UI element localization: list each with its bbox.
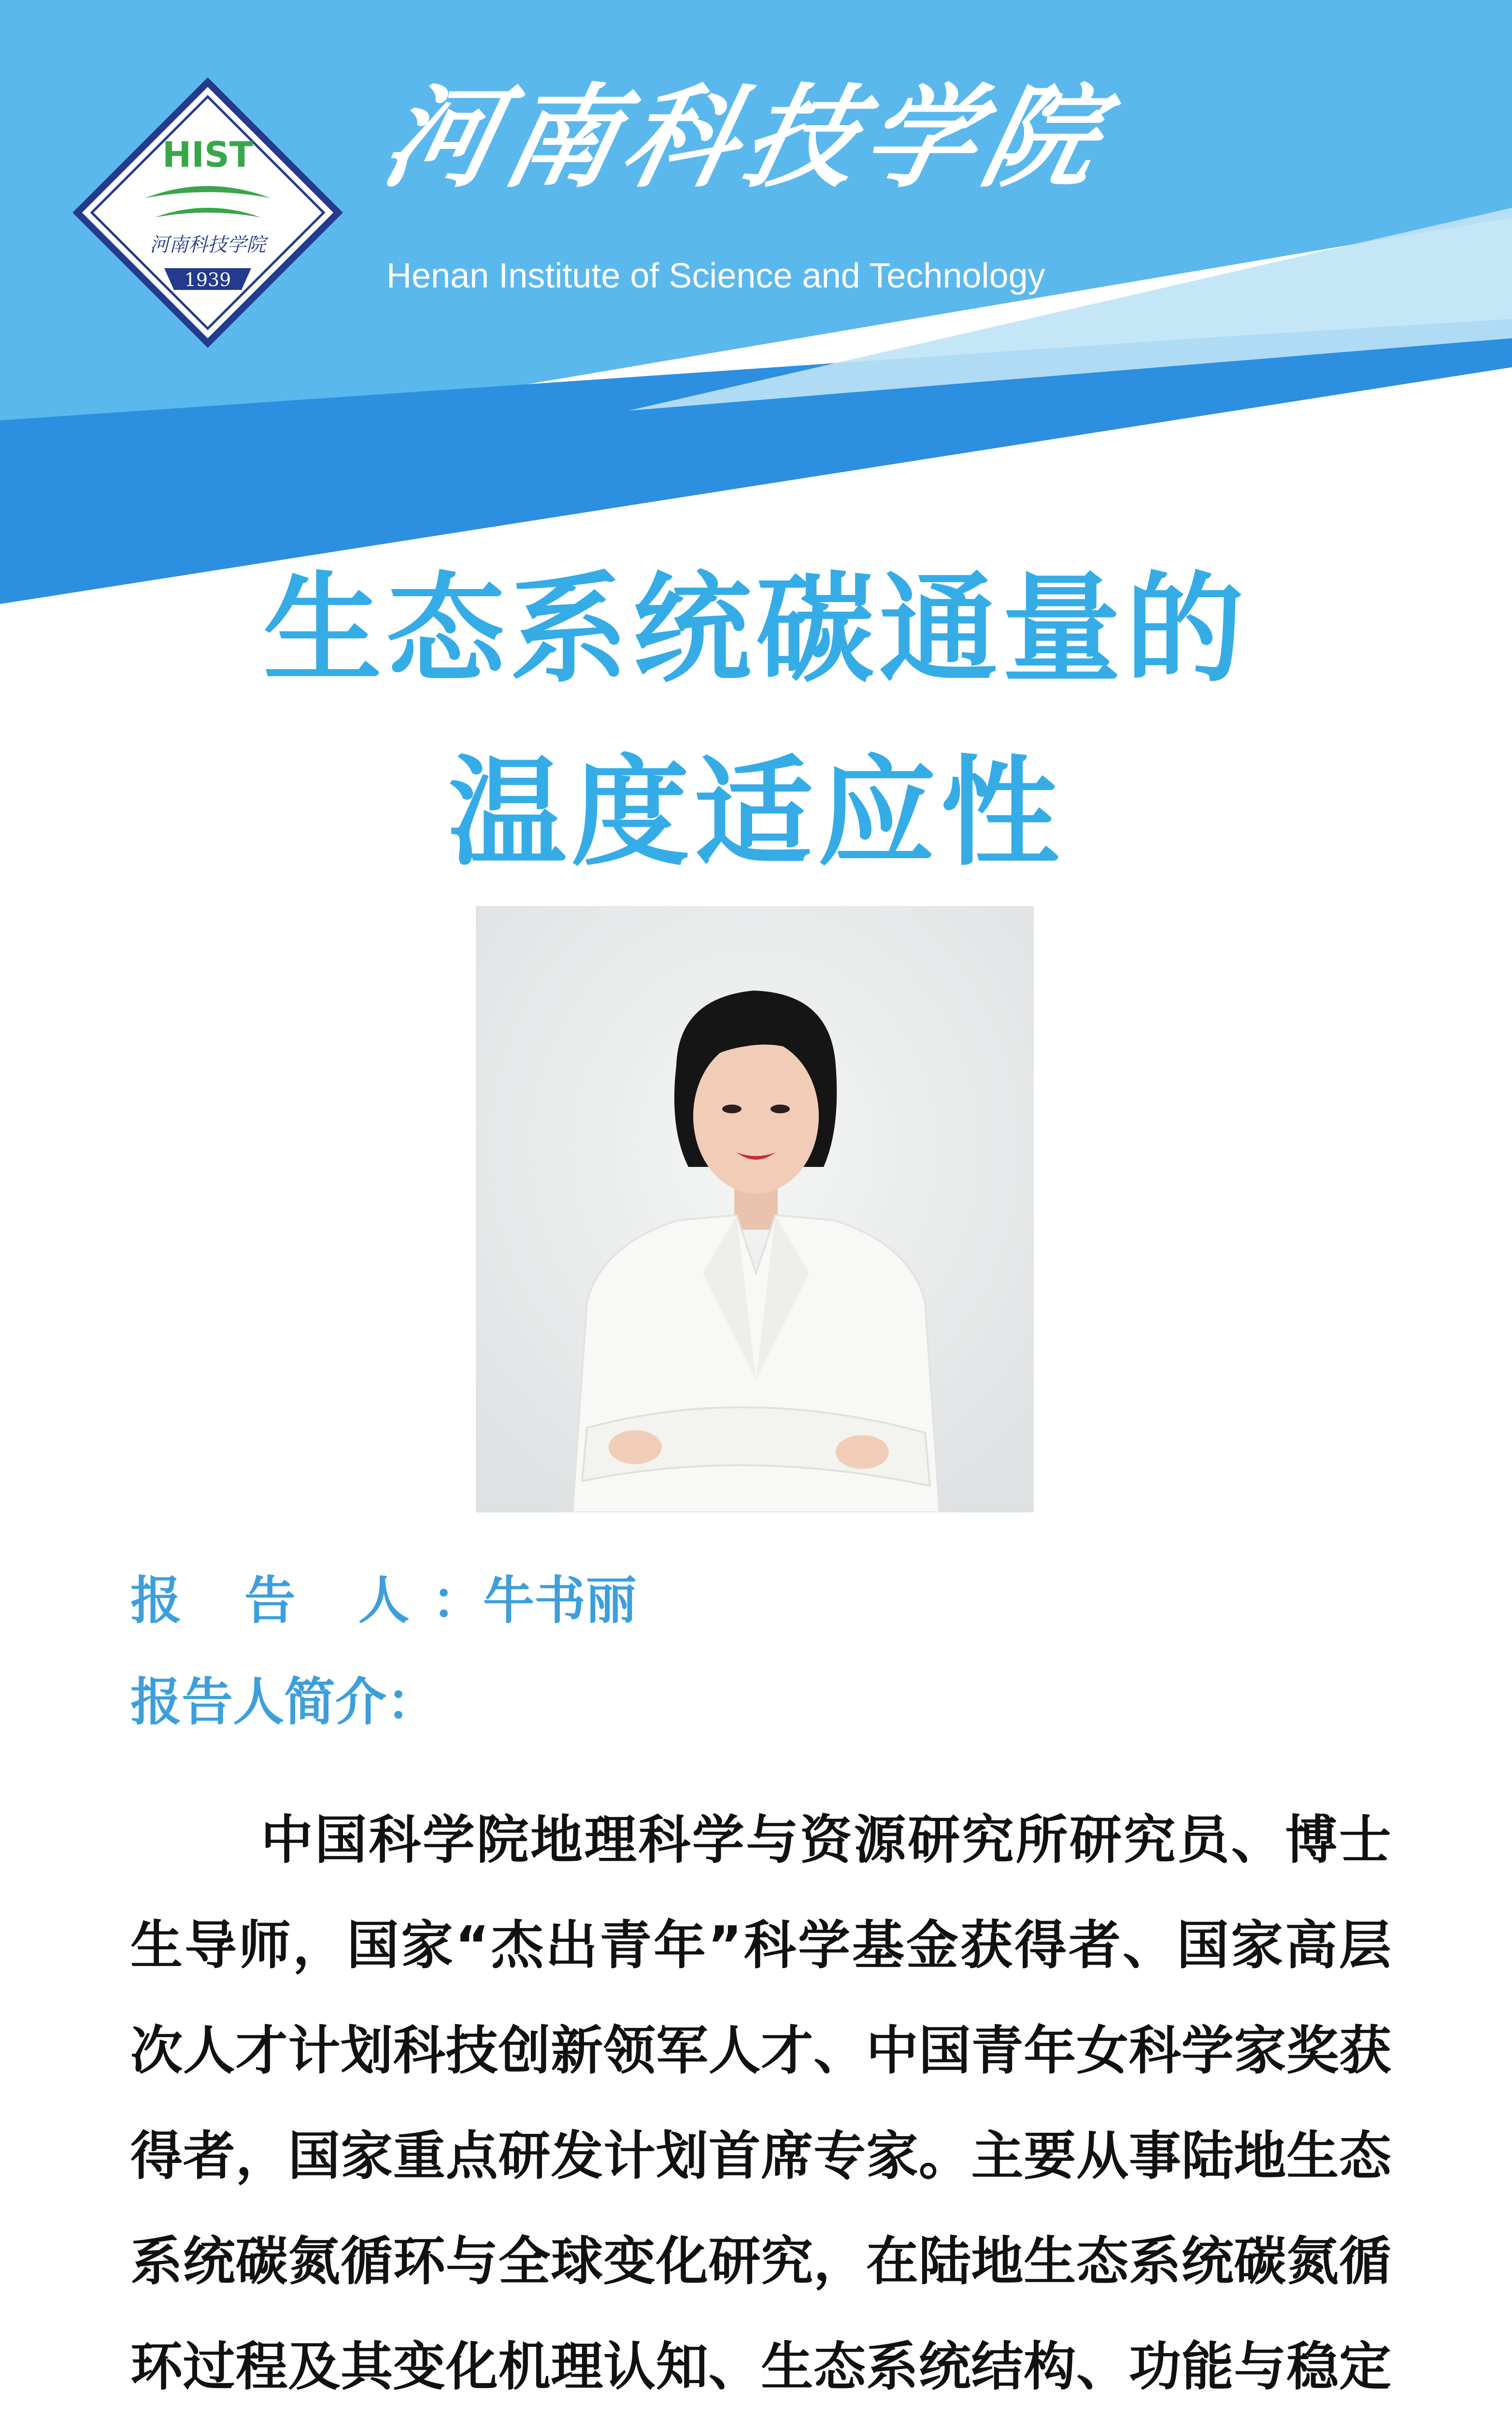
bio-text: 中国科学院地理科学与资源研究所研究员、博士生导师，国家“杰出青年”科学基金获得者、国家高层次人才计划科技创新领军人才、中国青年女科学家奖获得者，国家重点研发计划首席专家。主要从事陆地生态系统碳氮循环与全球变化研究，在陆地生态系统碳氮循环过程及其变化机理认知、生态系统结构、功能与稳定 bbox=[130, 1810, 1391, 2397]
speaker-photo bbox=[476, 906, 1034, 1512]
report-title-line-1: 生态系统碳通量的 bbox=[263, 561, 1249, 698]
speaker-line bbox=[130, 1571, 637, 1630]
portrait-face bbox=[693, 1039, 819, 1194]
report-title-line-2: 温度适应性 bbox=[448, 744, 1064, 882]
school-name-en: Henan Institute of Science and Technology bbox=[386, 257, 1045, 295]
logo-script-name: 河南科技学院 bbox=[150, 234, 266, 256]
portrait-eye-right bbox=[770, 1105, 790, 1113]
school-logo bbox=[72, 77, 343, 348]
portrait-hand-right bbox=[836, 1435, 889, 1469]
speaker-name: 牛书丽 bbox=[483, 1571, 637, 1630]
logo-abbr: HIST bbox=[162, 134, 254, 175]
bio-title: 报告人简介： bbox=[130, 1672, 438, 1732]
logo-year: 1939 bbox=[184, 269, 231, 290]
portrait-hand-left bbox=[609, 1430, 662, 1464]
speaker-label: 报 告 人： bbox=[130, 1571, 483, 1630]
portrait-eye-left bbox=[722, 1105, 742, 1113]
school-name-cn: 河南科技学院 bbox=[372, 72, 1119, 203]
